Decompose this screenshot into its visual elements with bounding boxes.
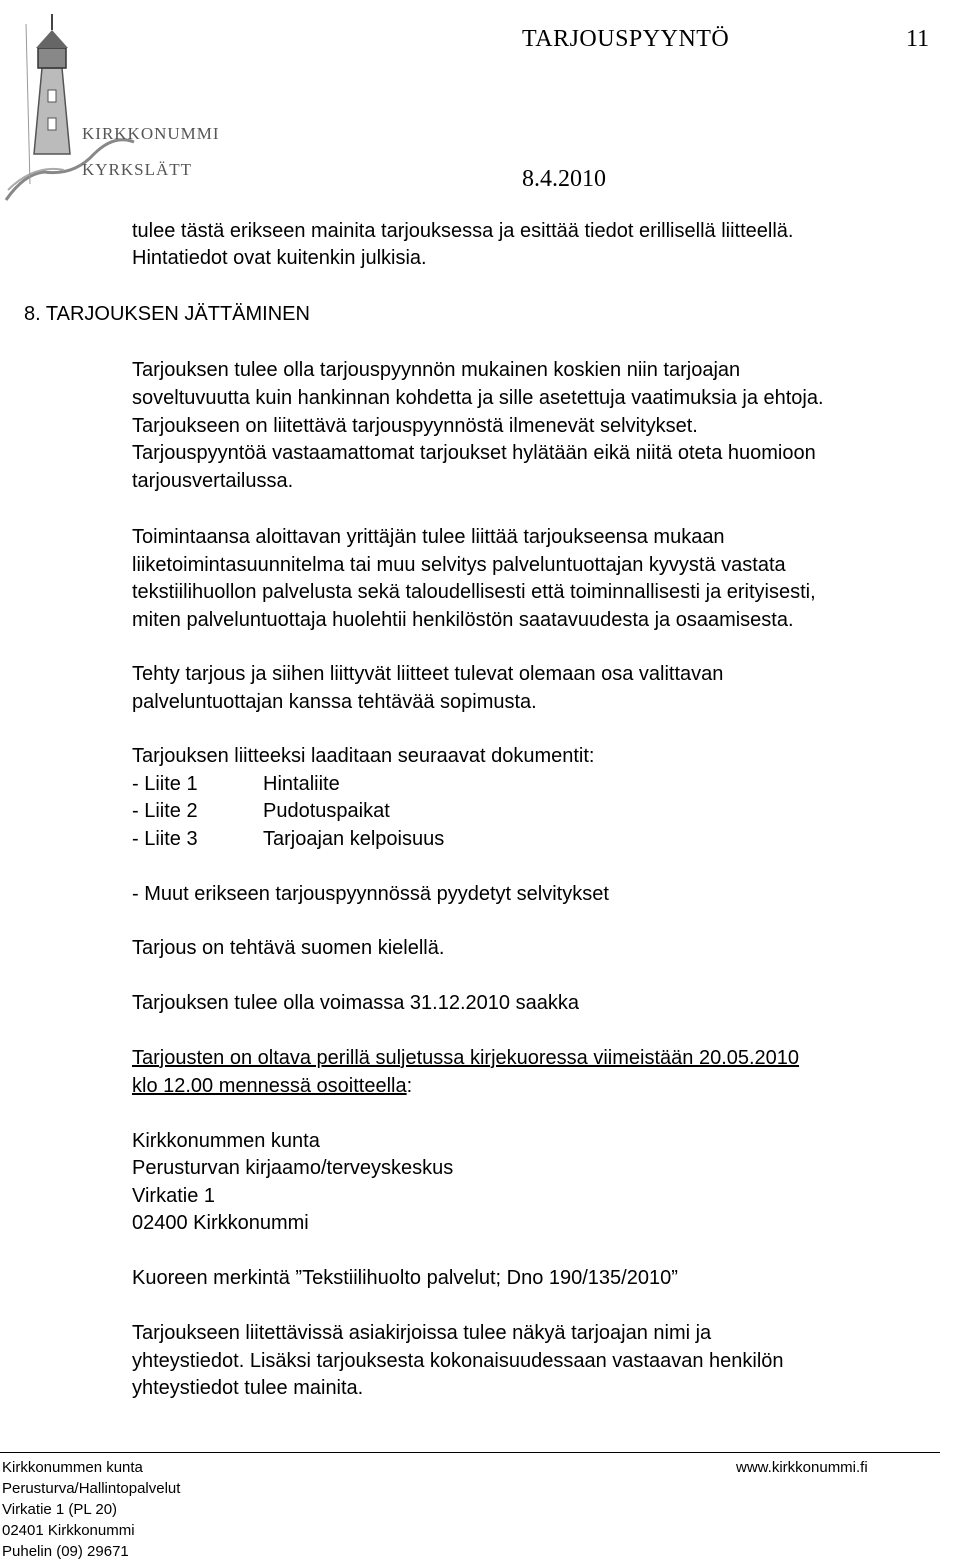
address-line: Virkatie 1	[132, 1185, 216, 1207]
document-date: 8.4.2010	[522, 166, 606, 192]
document-title: TARJOUSPYYNTÖ	[522, 26, 730, 52]
paragraph-line: liiketoimintasuunnitelma tai muu selvitys palveluntuottajan kyvystä vastata	[132, 554, 786, 576]
address-line: 02400 Kirkkonummi	[132, 1212, 309, 1234]
attachment-id: - Liite 3	[132, 828, 198, 850]
deadline-colon: :	[406, 1075, 413, 1097]
paragraph-line: palveluntuottajan kanssa tehtävää sopimusta.	[132, 691, 537, 713]
footer-website-link[interactable]: www.kirkkonummi.fi	[736, 1459, 868, 1476]
footer-divider	[0, 1452, 940, 1453]
language-requirement: Tarjous on tehtävä suomen kielellä.	[132, 937, 445, 959]
municipality-logo	[4, 4, 236, 204]
attachment-item	[132, 798, 390, 826]
attachment-id: - Liite 2	[132, 800, 198, 822]
paragraph-line: Tehty tarjous ja siihen liittyvät liitteet tulevat olemaan osa valittavan	[132, 663, 724, 685]
section-heading: 8. TARJOUKSEN JÄTTÄMINEN	[24, 303, 310, 325]
logo-text-fi: KIRKKONUMMI	[82, 124, 220, 143]
other-documents-line: - Muut erikseen tarjouspyynnössä pyydetyt selvitykset	[132, 883, 609, 905]
continuation-line: Hintatiedot ovat kuitenkin julkisia.	[132, 247, 427, 269]
deadline-line: Tarjousten on oltava perillä suljetussa kirjekuoressa viimeistään 20.05.2010	[132, 1047, 800, 1069]
paragraph-line: Tarjouksen tulee olla tarjouspyynnön mukainen koskien niin tarjoajan	[132, 359, 741, 381]
footer-line: Kirkkonummen kunta	[2, 1459, 143, 1476]
address-line: Kirkkonummen kunta	[132, 1130, 320, 1152]
footer-line: Puhelin (09) 29671	[2, 1543, 129, 1560]
attachment-name: Hintaliite	[263, 773, 340, 795]
footer-line: Virkatie 1 (PL 20)	[2, 1501, 118, 1518]
paragraph-line: Toimintaansa aloittavan yrittäjän tulee liittää tarjoukseensa mukaan	[132, 526, 725, 548]
envelope-marking: Kuoreen merkintä ”Tekstiilihuolto palvelut; Dno 190/135/2010”	[132, 1267, 678, 1289]
attachment-name: Pudotuspaikat	[263, 800, 390, 822]
deadline-text: klo 12.00 mennessä osoitteella	[132, 1075, 407, 1097]
paragraph-line: yhteystiedot tulee mainita.	[132, 1377, 364, 1399]
footer-line: Perusturva/Hallintopalvelut	[2, 1480, 181, 1497]
attachment-id: - Liite 1	[132, 773, 198, 795]
paragraph-line: Tarjoukseen on liitettävä tarjouspyynnöstä ilmenevät selvitykset.	[132, 415, 698, 437]
continuation-line: tulee tästä erikseen mainita tarjouksessa ja esittää tiedot erillisellä liitteellä.	[132, 220, 794, 242]
attachment-name: Tarjoajan kelpoisuus	[263, 828, 445, 850]
address-line: Perusturvan kirjaamo/terveyskeskus	[132, 1157, 454, 1179]
validity-statement: Tarjouksen tulee olla voimassa 31.12.2010 saakka	[132, 992, 579, 1014]
paragraph-line: yhteystiedot. Lisäksi tarjouksesta kokonaisuudessaan vastaavan henkilön	[132, 1350, 784, 1372]
footer-line: 02401 Kirkkonummi	[2, 1522, 135, 1539]
attachment-item	[132, 826, 444, 854]
paragraph-line: miten palveluntuottaja huolehtii henkilöstön saatavuudesta ja osaamisesta.	[132, 609, 794, 631]
page-number: 11	[906, 26, 930, 52]
logo-text-sv: KYRKSLÄTT	[82, 160, 193, 179]
paragraph-line: tekstiilihuollon palvelusta sekä taloudellisesti että toiminnallisesti ja erityisesti,	[132, 581, 816, 603]
attachments-intro: Tarjouksen liitteeksi laaditaan seuraavat dokumentit:	[132, 745, 595, 767]
deadline-line	[132, 1073, 412, 1101]
paragraph-line: Tarjoukseen liitettävissä asiakirjoissa tulee näkyä tarjoajan nimi ja	[132, 1322, 712, 1344]
paragraph-line: soveltuvuutta kuin hankinnan kohdetta ja sille asetettuja vaatimuksia ja ehtoja.	[132, 387, 824, 409]
paragraph-line: Tarjouspyyntöä vastaamattomat tarjoukset hylätään eikä niitä oteta huomioon	[132, 442, 816, 464]
attachment-item	[132, 771, 340, 799]
paragraph-line: tarjousvertailussa.	[132, 470, 294, 492]
